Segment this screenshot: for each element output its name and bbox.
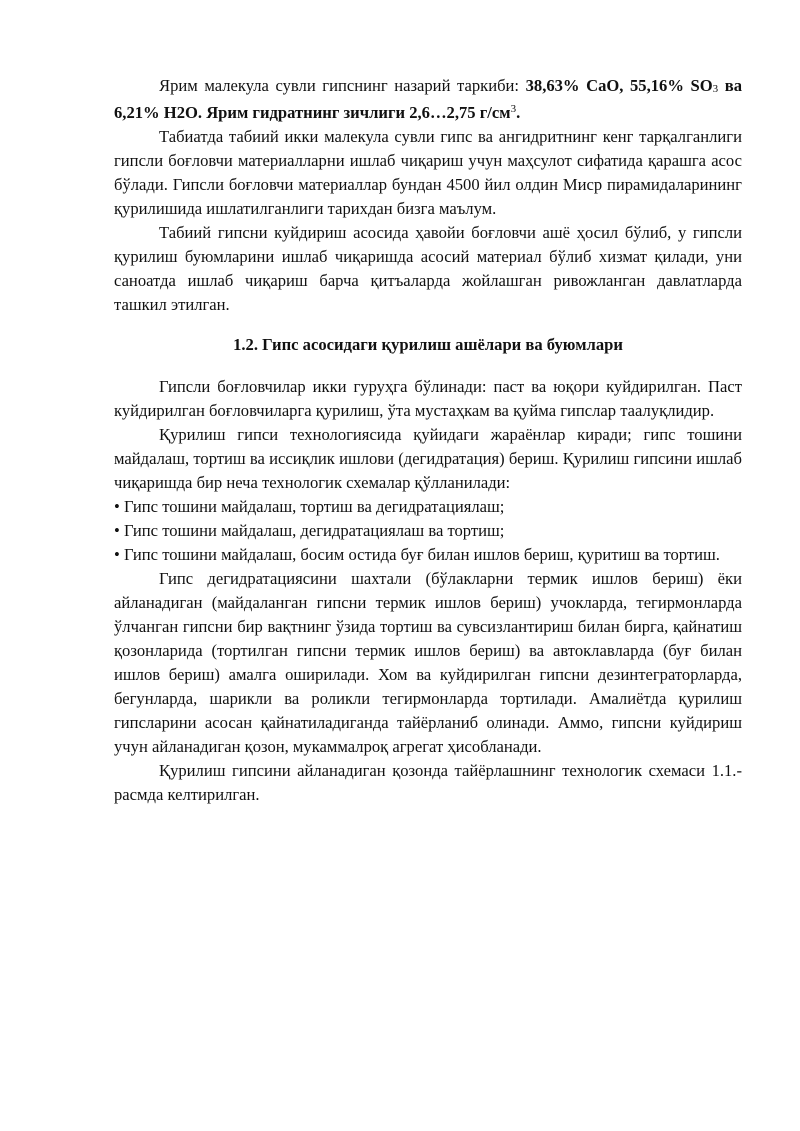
bullet-item-2: • Гипс тошини майдалаш, дегидратациялаш ва тортиш; [114,521,505,540]
composition-bold-1: 38,63% CaO, 55,16% SO [525,76,713,95]
paragraph-calcination: Табиий гипсни куйдириш асосида ҳавойи боғловчи ашё ҳосил бўлиб, у гипсли қурилиш буюмларини ишлаб чиқаришда асосий материал бўлиб хизмат қилади, уни саноатда ишлаб чиқариш барча қитъаларда жойлашган ривожланган давлатларда ташкил этилган. [114,223,742,314]
composition-bold-2: ва 6,21% H2O. Ярим гидратнинг зичлиги 2,6…2,75 г/см [114,76,742,122]
document-page [114,74,742,807]
paragraph-dehydration: Гипс дегидратациясини шахтали (бўлакларни термик ишлов бериш) ёки айланадиган (майдаланган гипсни термик ишлов бериш) учокларда, тегирмонларда ўлчанган гипсни бир вақтнинг ўзида тортиш ва сувсизлантириш билан бирга, қайнатиш қозонларида (тортилган гипсни термик ишлов бериш) ва автоклавларда (буғ билан ишлов бериш) амалга оширилади. Хом ва куйдирилган гипсни дезинтеграторларда, бегунларда, шарикли ва роликли тегирмонларда тортилади. Амалиётда қурилиш гипсларини асосан қайнатиладиганда тайёрланиб олинади. Аммо, гипсни куйдириш учун айланадиган қозон, мукаммалроқ агрегат ҳисобланади. [114,569,742,756]
composition-tail: . [516,103,521,122]
paragraph-scheme-reference: Қурилиш гипсини айланадиган қозонда тайёрлашнинг технологик схемаси 1.1.- расмда келтирилган. [114,761,742,804]
bullet-item-1: • Гипс тошини майдалаш, тортиш ва дегидратациялаш; [114,497,505,516]
paragraph-natural-gypsum: Табиатда табиий икки малекула сувли гипс ва ангидритнинг кенг тарқалганлиги гипсли боғловчи материалларни ишлаб чиқариш учун маҳсулот сифатида қарашга асос бўлади. Гипсли боғловчи материаллар бундан 4500 йил олдин Миср пирамидаларининг қурилишида ишлатилганлиги тарихдан бизга маълум. [114,127,742,218]
paragraph-technology: Қурилиш гипси технологиясида қуйидаги жараёнлар киради; гипс тошини майдалаш, тортиш ва иссиқлик ишлови (дегидратация) бериш. Қурилиш гипсини ишлаб чиқаришда бир неча технологик схемалар қўлланилади: [114,425,742,492]
bullet-item-3: • Гипс тошини майдалаш, босим остида буғ билан ишлов бериш, қуритиш ва тортиш. [114,545,720,564]
section-heading: 1.2. Гипс асосидаги қурилиш ашёлари ва буюмлари [233,335,623,354]
cm3-superscript: 3 [510,103,517,115]
composition-lead: Ярим малекула сувли гипснинг назарий таркиби: [159,76,526,95]
paragraph-composition [114,74,742,125]
paragraph-binder-groups: Гипсли боғловчилар икки гуруҳга бўлинади: паст ва юқори куйдирилган. Паст куйдирилган боғловчиларга қурилиш, ўта мустаҳкам ва қуйма гипслар таалуқлидир. [114,377,742,420]
so3-subscript: 3 [712,83,719,95]
